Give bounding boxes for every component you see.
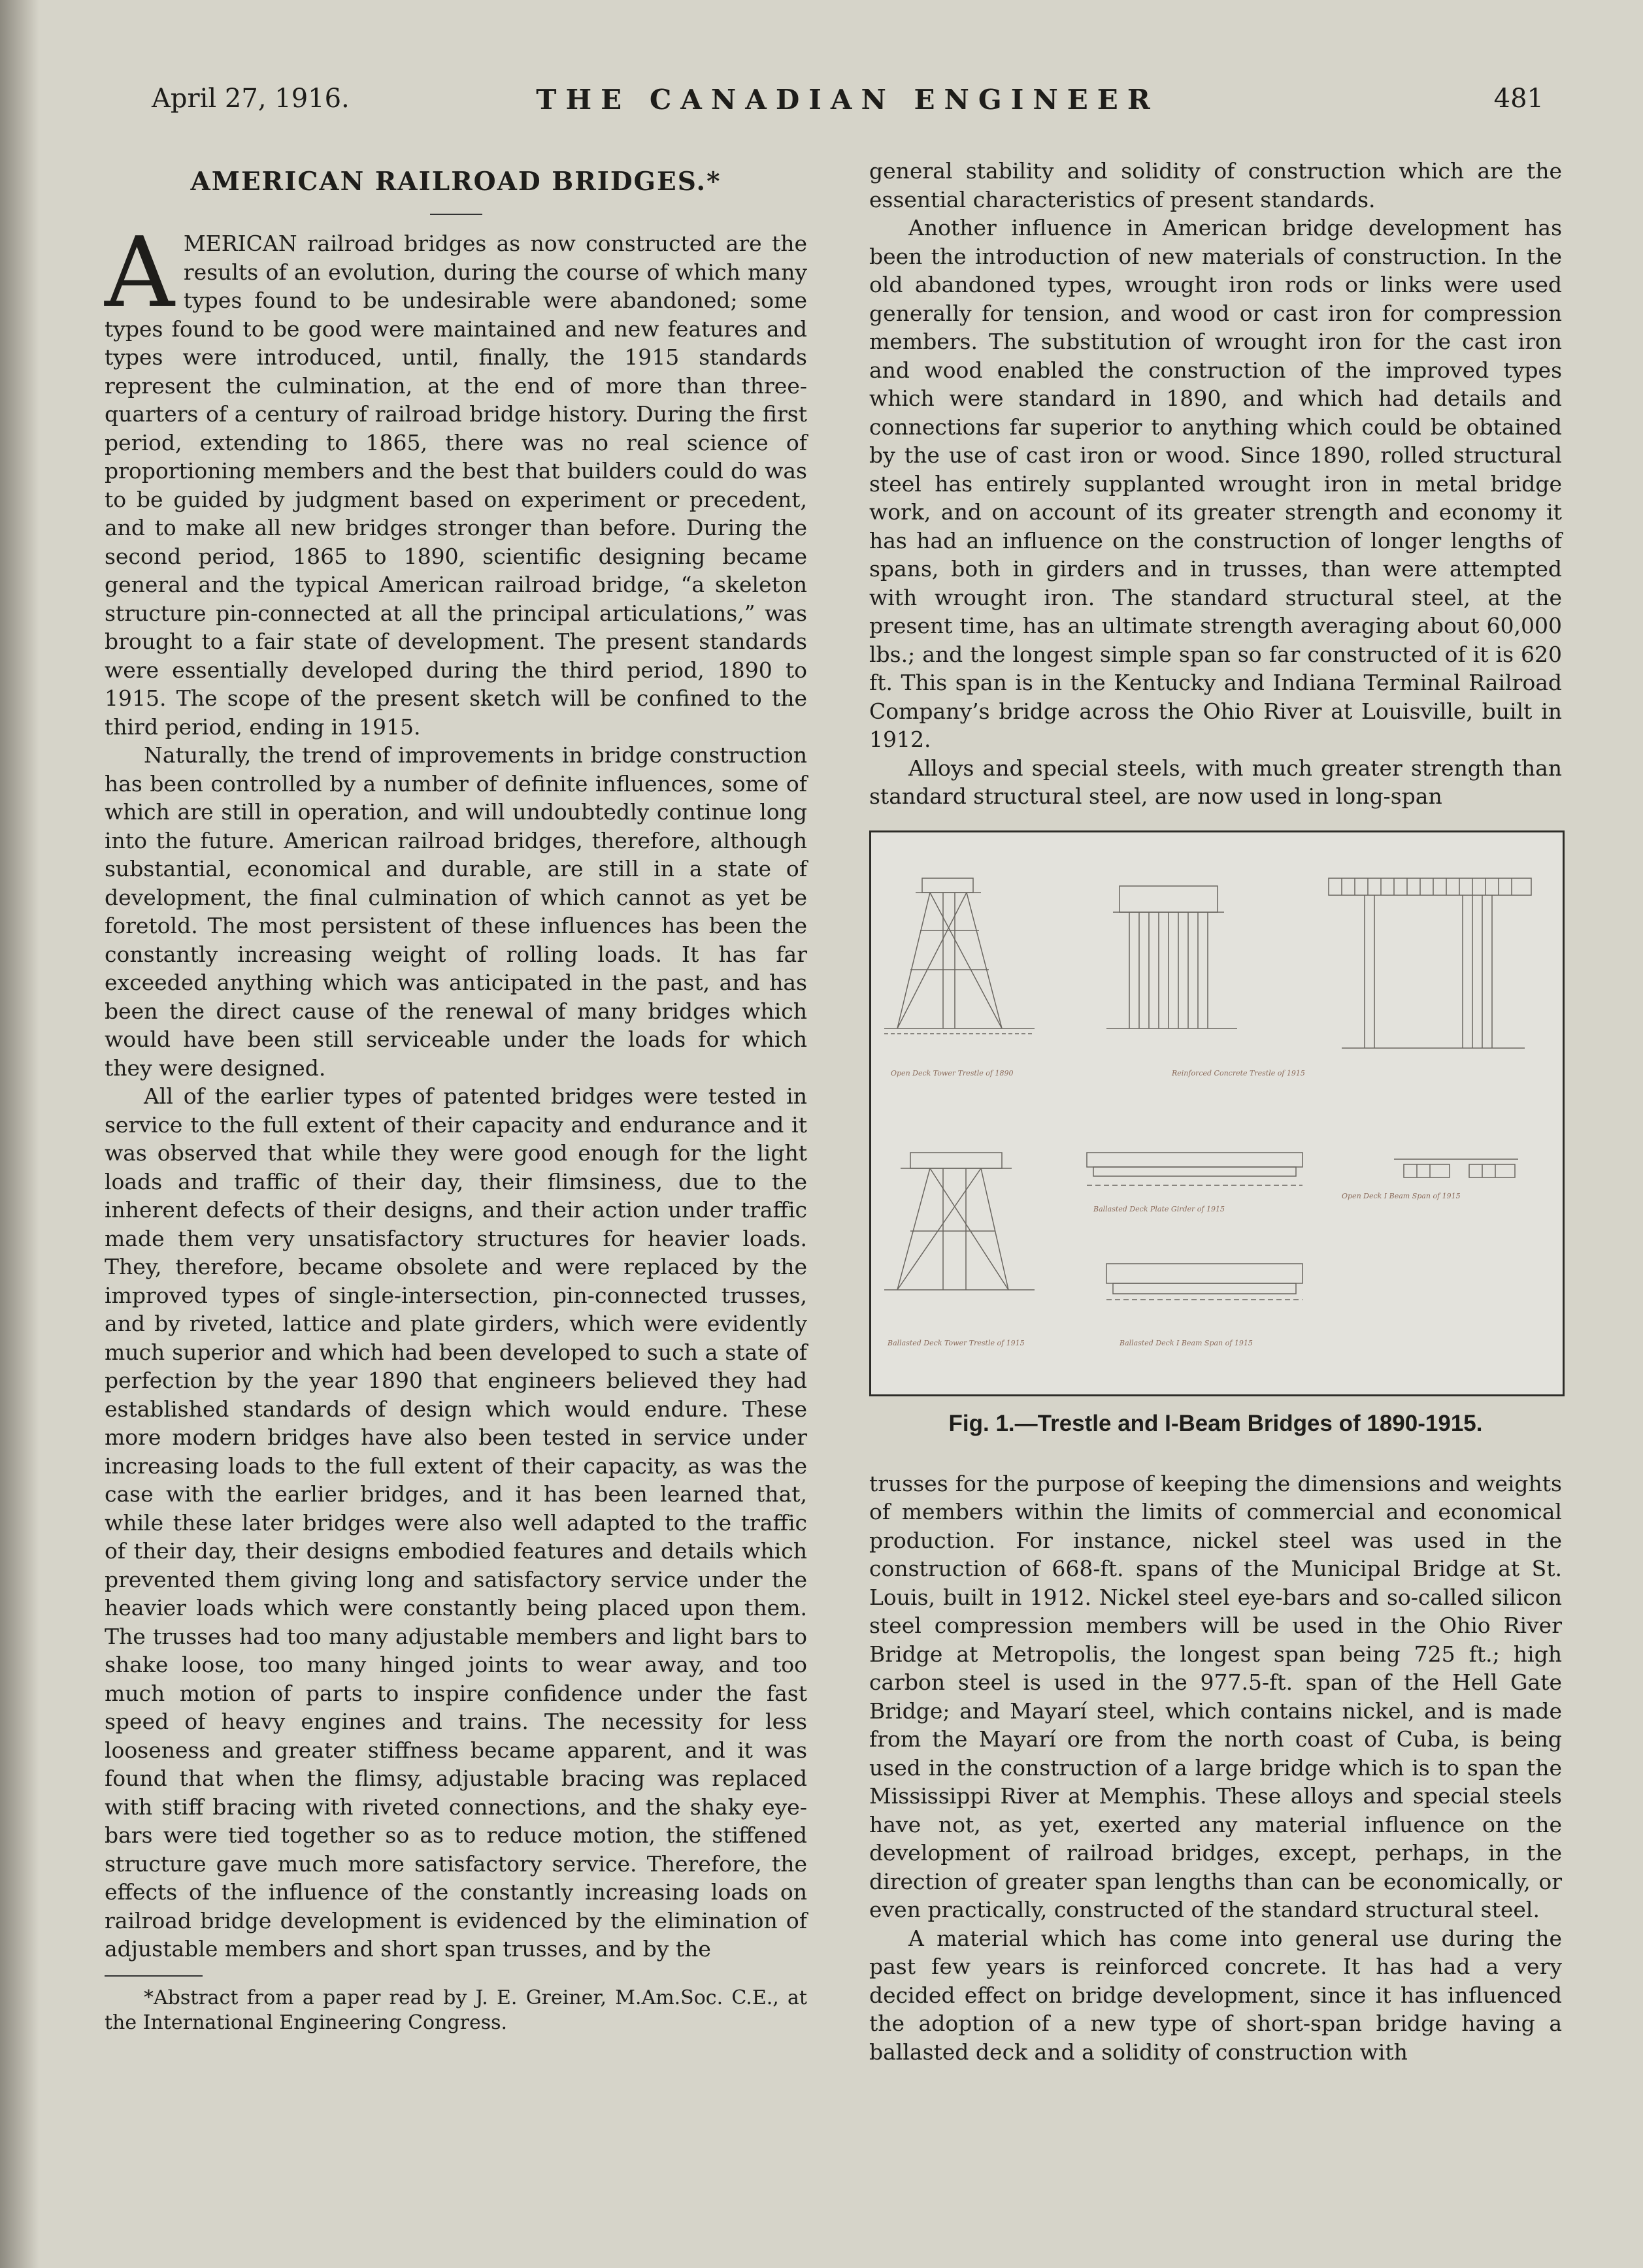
- footnote: *Abstract from a paper read by J. E. Greiner, M.Am.Soc. C.E., at the International Engineering Congress.: [105, 1986, 807, 2034]
- paragraph-r4: trusses for the purpose of keeping the dimensions and weights of members within the limits of commercial and economical production. For instance, nickel steel was used in the construction of 668-ft. spans of the Municipal Bridge at St. Louis, built in 1912. Nickel steel eye-bars and so-called silicon steel compression members will be used in the Ohio River Bridge at Metropolis, the longest span being 725 ft.; high carbon steel is used in the 977.5-ft. span of the Hell Gate Bridge; and Mayarí steel, which contains nickel, and is made from the Mayarí ore from the north coast of Cuba, is being used in the construction of a large bridge which is to span the Mississippi River at Memphis. These alloys and special steels have not, as yet, exerted any material influence on the development of railroad bridges, except, perhaps, in the direction of greater span lengths than can be economically, or even practically, constructed of the standard structural steel.: [869, 1470, 1562, 1922]
- bridge-drawings: [871, 832, 1563, 1394]
- figure-caption: Fig. 1.—Trestle and I-Beam Bridges of 1890-1915.: [948, 1410, 1483, 1436]
- paragraph-1-text: MERICAN railroad bridges as now constructed are the results of an evolution, during the course of which many types found to be undesirable were abandoned; some types found to be good were maintained and new features and types were introduced, until, finally, the 1915 standards represent the culmination, at the end of more than three-quarters of a century of railroad bridge history. During the first period, extending to 1865, there was no real science of proportioning members and the best that builders could do was to be guided by judgment based on experiment or precedent, and to make all new bridges stronger than before. During the second period, 1865 to 1890, scientific designing became general and the typical American railroad bridge, “a skeleton structure pin-connected at all the principal articulations,” was brought to a fair state of development. The present standards were essentially developed during the third period, 1890 to 1915. The scope of the present sketch will be confined to the third period, ending in 1915.: [105, 231, 807, 740]
- footnote-rule: [105, 1975, 203, 1977]
- left-column: [105, 160, 807, 2035]
- ballasted-i-beam-span-drawing: [1106, 1264, 1303, 1300]
- label-open-deck-i-beam: Open Deck I Beam Span of 1915: [1342, 1191, 1461, 1200]
- paragraph-r2: Another influence in American bridge development has been the introduction of new materials of construction. In the old abandoned types, wrought iron rods or links were used generally for tension, and wood or cast iron for compression members. The substitution of wrought iron for the cast iron and wood enabled the construction of the improved types which were standard in 1890, and which had details and connections far superior to anything which could be obtained by the use of cast iron or wood. Since 1890, rolled structural steel has entirely supplanted wrought iron in metal bridge work, and on account of its greater strength and economy it has had an influence on the construction of longer lengths of spans, both in girders and in trusses, than were attempted with wrought iron. The standard structural steel, at the present time, has an ultimate strength averaging about 60,000 lbs.; and the longest simple span so far constructed of it is 620 ft. This span is in the Kentucky and Indiana Terminal Railroad Company’s bridge across the Ohio River at Louisville, built in 1912.: [869, 215, 1562, 752]
- title-rule: [430, 214, 482, 215]
- concrete-trestle-1915-drawing: [1106, 886, 1237, 1028]
- drop-cap: A: [105, 216, 174, 329]
- paragraph-r1: general stability and solidity of construction which are the essential characteristics of present standards.: [869, 158, 1562, 212]
- paragraph-3: All of the earlier types of patented bridges were tested in service to the full extent of their capacity and endurance and it was observed that while they were good enough for the light loads and traffic of their day, their flimsiness, due to the inherent defects of their designs, and their action under traffic made them very unsatisfactory structures for heavier loads. They, therefore, became obsolete and were replaced by the improved types of single-intersection, pin-connected trusses, and by riveted, lattice and plate girders, which were evidently much superior and which had been developed to such a state of perfection by the year 1890 that engineers believed they had established standards of design which would endure. These more modern bridges have also been tested in service under increasing loads to the full extent of their capacity, as was the case with the earlier bridges, and it has been learned that, while these later bridges were also well adapted to the traffic of their day, their designs embodied features and details which prevented them giving long and satisfactory service under the heavier loads which were constantly being placed upon them. The trusses had too many adjustable members and light bars to shake loose, too many hinged joints to wear away, and too much motion of parts to inspire confidence under the fast speed of heavy engines and trains. The necessity for less looseness and greater stiffness became apparent, and it was found that when the flimsy, adjustable bracing was replaced with stiff bracing with riveted connections, and the shaky eye-bars were tied together so as to reduce motion, the stiffened structure gave much more satisfactory service. Therefore, the effects of the influence of the constantly increasing loads on railroad bridge development is evidenced by the elimination of adjustable members and short span trusses, and by the: [105, 1083, 807, 1962]
- page-header: [152, 77, 1544, 129]
- i-beam-span-open-drawing: [1329, 878, 1531, 1048]
- label-concrete-trestle: Reinforced Concrete Trestle of 1915: [1172, 1068, 1305, 1077]
- i-beam-span-small-drawing: [1394, 1159, 1518, 1177]
- article-title: AMERICAN RAILROAD BRIDGES.*: [190, 167, 722, 197]
- issue-date: April 27, 1916.: [152, 84, 350, 114]
- ballasted-plate-girder-drawing: [1087, 1153, 1303, 1185]
- right-column: [869, 157, 1562, 2066]
- page-edge-shadow: [0, 0, 39, 2268]
- label-ballasted-trestle: Ballasted Deck Tower Trestle of 1915: [888, 1338, 1025, 1347]
- paragraph-r3: Alloys and special steels, with much greater strength than standard structural steel, are now used in long-span: [869, 755, 1562, 809]
- paragraph-2: Naturally, the trend of improvements in bridge construction has been controlled by a number of definite influences, some of which are still in operation, and will undoubtedly continue long into the future. American railroad bridges, therefore, although substantial, economical and durable, are still in a state of development, the final culmination of which cannot as yet be foretold. The most persistent of these influences has been the constantly increasing weight of rolling loads. It has far exceeded anything which was anticipated in the past, and has been the direct cause of the renewal of many bridges which would have been still serviceable under the loads for which they were designed.: [105, 742, 807, 1081]
- page-number: 481: [1493, 84, 1544, 114]
- journal-title: THE CANADIAN ENGINEER: [536, 84, 1159, 116]
- label-open-deck-trestle: Open Deck Tower Trestle of 1890: [891, 1068, 1014, 1077]
- paragraph-1: [105, 216, 807, 741]
- paragraph-r5: A material which has come into general use during the past few years is reinforced concrete. It has had a very decided effect on bridge development, since it has influenced the adoption of a new type of short-span bridge having a ballasted deck and a solidity of construction with: [869, 1925, 1562, 2065]
- label-ballasted-i-beam: Ballasted Deck I Beam Span of 1915: [1120, 1338, 1253, 1347]
- bridge-figure: [869, 830, 1565, 1396]
- label-plate-girder: Ballasted Deck Plate Girder of 1915: [1093, 1204, 1225, 1213]
- ballasted-tower-trestle-drawing: [884, 1153, 1035, 1290]
- tower-trestle-1890-drawing: [884, 878, 1035, 1034]
